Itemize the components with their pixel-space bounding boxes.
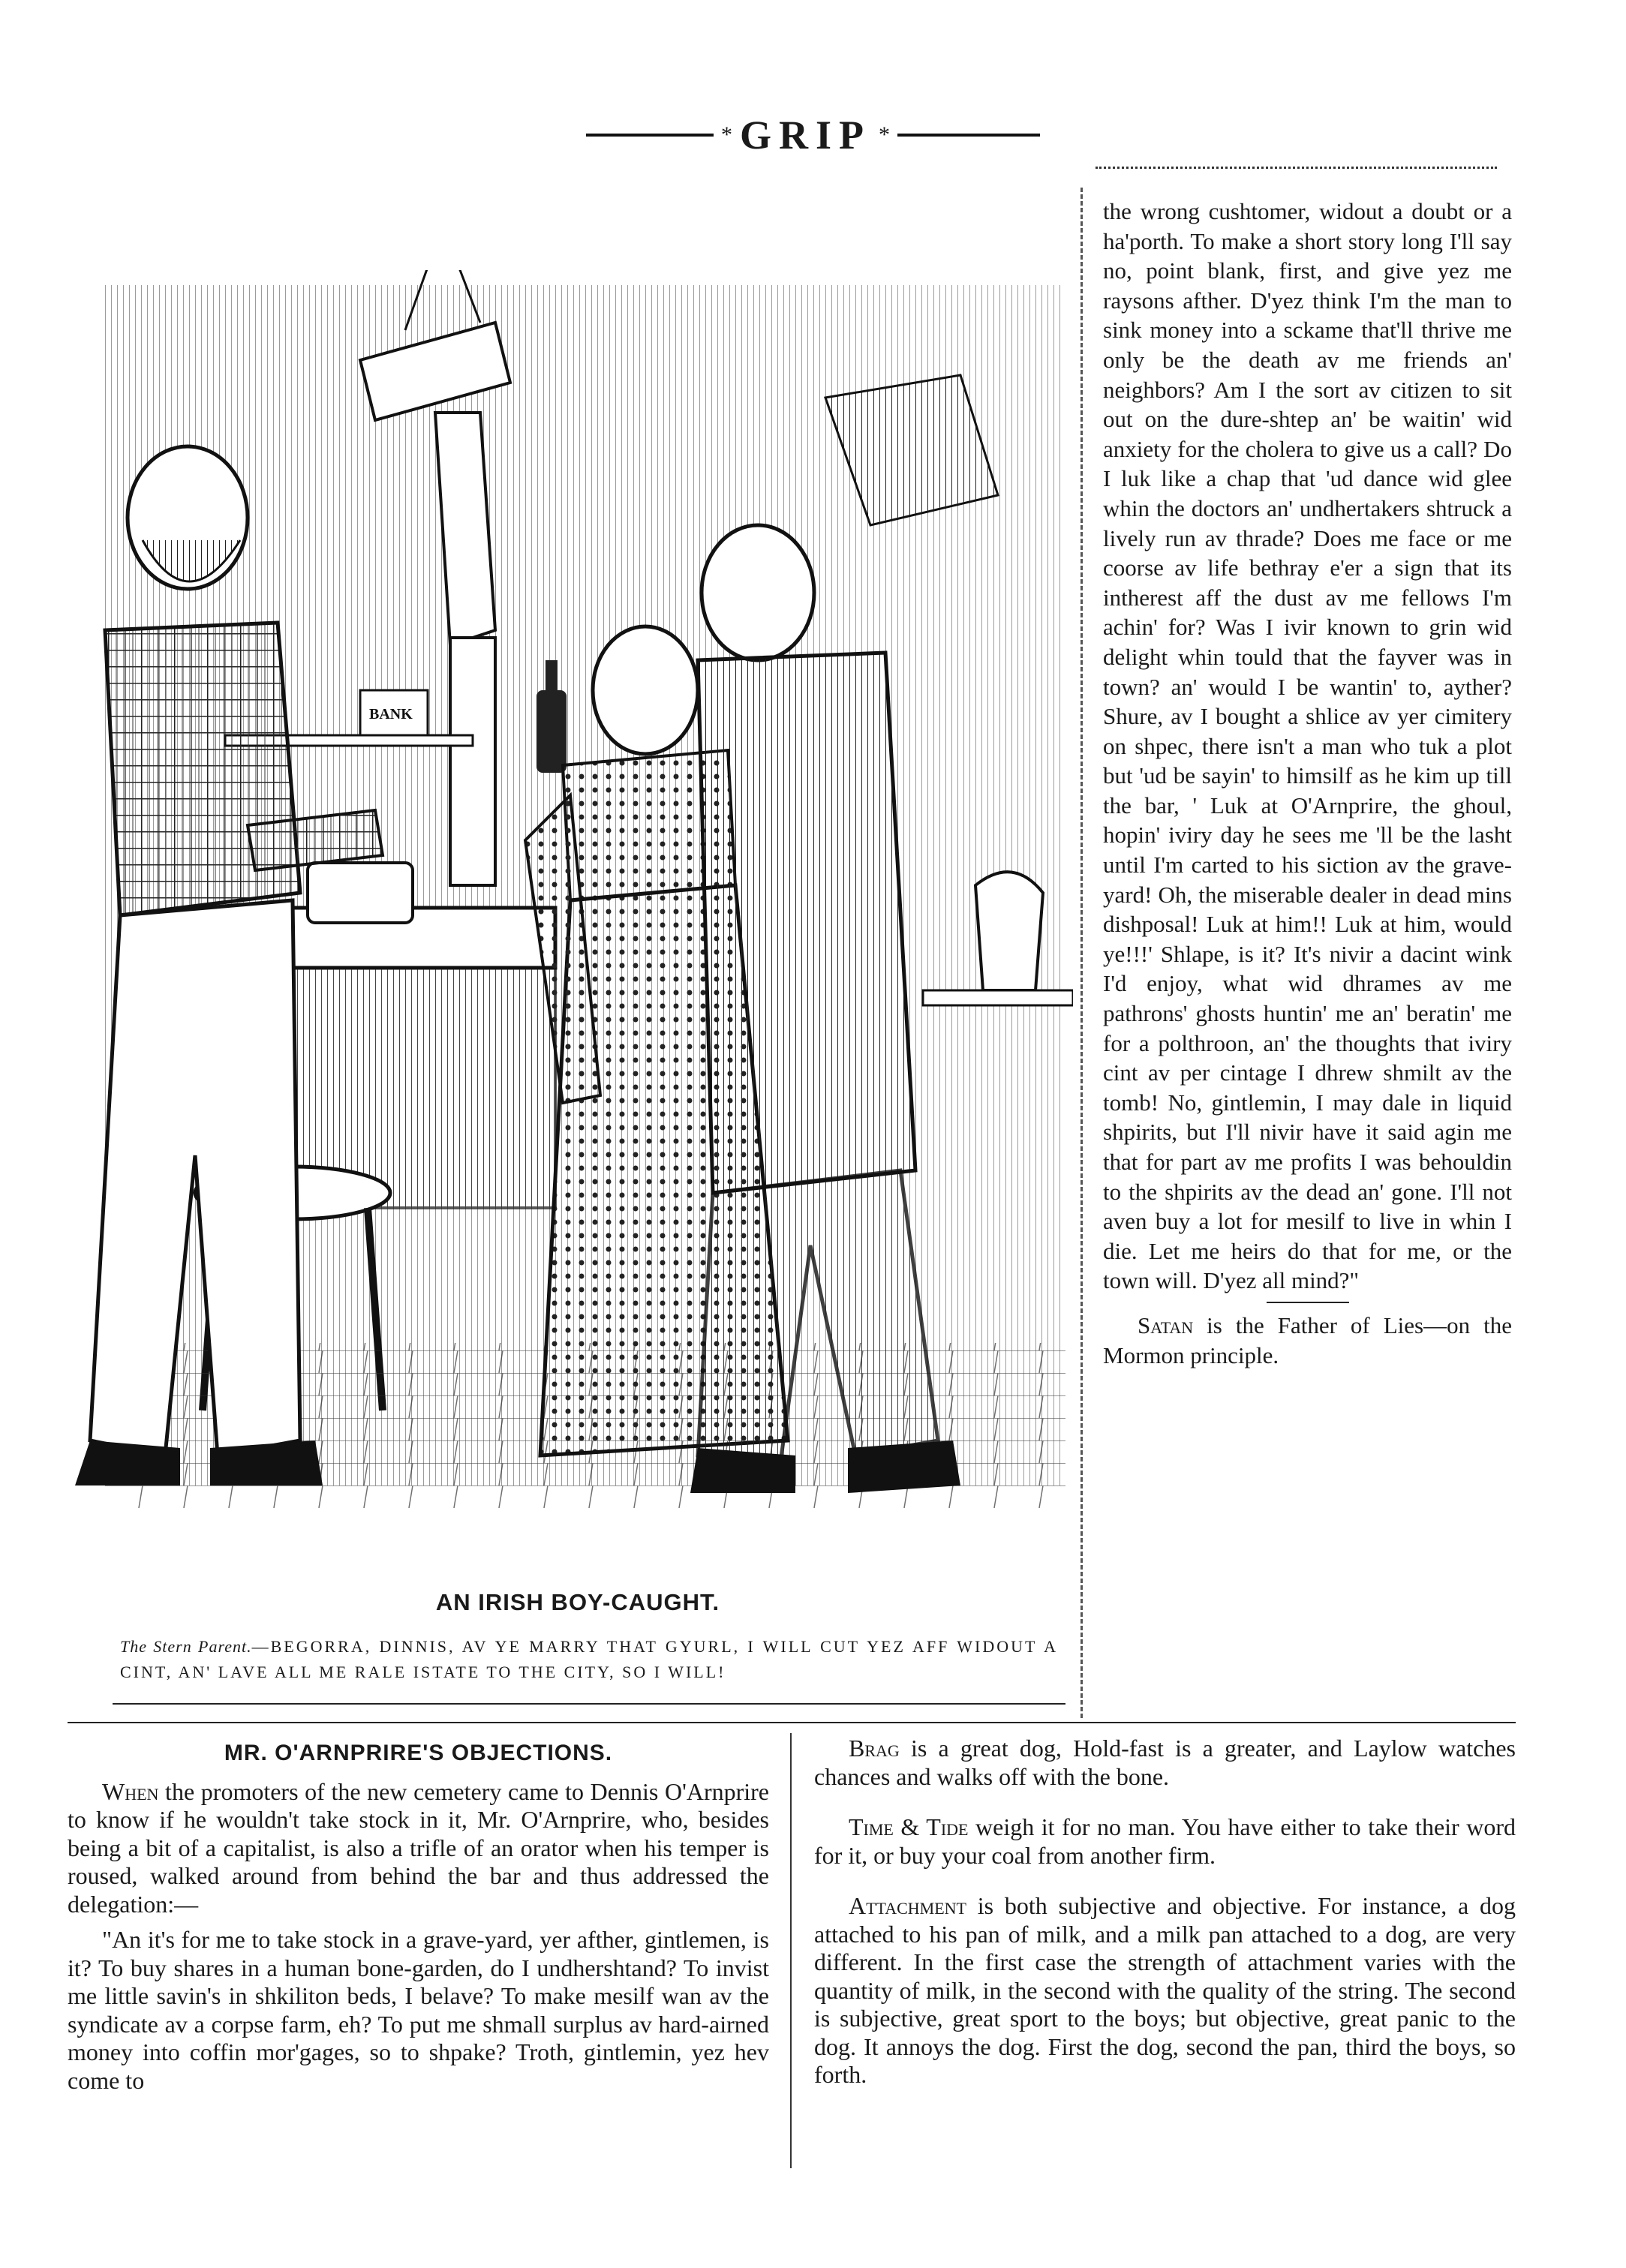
caption-rule — [113, 1703, 1065, 1705]
brag-lead: Brag — [849, 1735, 900, 1762]
article-paragraph-2: "An it's for me to take stock in a grave-yard, yer afther, gintlemen, is it? To buy shares in a human bone-garden, do I undhershtand? To invist me little savin's in shkiliton beds, I belave? To make mesilf wan av the syndicate av a corpse farm, eh? To put me shmall surplus av hard-airned money into coffin mor'gages, so to shpake? Troth, gintlemin, yez hev come to — [68, 1926, 769, 2094]
article-title: MR. O'ARNPRIRE'S OBJECTIONS. — [224, 1741, 613, 1765]
objections-article — [68, 1739, 769, 2102]
dotted-rule — [1096, 167, 1497, 169]
bottom-section-rule — [68, 1722, 1516, 1723]
shelf-sign: BANK — [369, 706, 413, 722]
masthead-rule-right — [897, 134, 1040, 137]
caption-speaker: The Stern Parent. — [120, 1637, 252, 1656]
article-lead: When — [102, 1777, 159, 1805]
star-ornament-right: * — [879, 122, 890, 147]
star-ornament-left: * — [721, 122, 732, 147]
masthead-rule-left — [586, 134, 714, 137]
cartoon-illustration — [75, 270, 1073, 1546]
caption-dash: — — [251, 1637, 271, 1656]
article-p1-rest: the promoters of the new cemetery came to Dennis O'Arnprire to know if he wouldn't take stock in it, Mr. O'Arnprire, who, besides being a bit of a capitalist, is also a trifle of an orator when his temper is roused, walked around from behind the bar and thus addressed the delegation:— — [68, 1777, 769, 1918]
article-paragraph-1 — [68, 1778, 769, 1919]
satan-paragraph — [1103, 1311, 1512, 1370]
time-tide-paragraph — [814, 1813, 1516, 1870]
cartoon-caption — [120, 1634, 1058, 1685]
column-divider — [1080, 188, 1083, 1718]
caption-quote: BEGORRA, DINNIS, AV YE MARRY THAT GYURL, I WILL CUT YEZ AFF WIDOUT A CINT, AN' LAVE ALL ME RALE ISTATE TO THE CITY, SO I WILL! — [120, 1637, 1058, 1681]
section-separator — [1267, 1302, 1349, 1303]
right-column — [1103, 197, 1512, 1370]
attach-lead: Attachment — [849, 1892, 966, 1919]
cartoon-title: AN IRISH BOY-CAUGHT. — [435, 1589, 720, 1615]
bottom-column-divider — [790, 1733, 792, 2168]
brag-rest: is a great dog, Hold-fast is a greater, and Laylow watches chances and walks off with the bone. — [814, 1735, 1516, 1790]
masthead — [0, 105, 1626, 165]
monologue-continuation: the wrong cushtomer, widout a doubt or a ha'porth. To make a short story long I'll say no, point blank, first, and give yez me raysons afther. D'yez think I'm the man to sink money into a sckame that'll thrive me only be the death av me friends an' neighbors? Am I the sort av citizen to sit out on the dure-shtep an' be waitin' wid anxiety for the cholera to give us a call? Do I luk like a chap that 'ud dance wid glee whin the doctors an' undhertakers shtruck a lively run av thrade? Does me face or me coorse av life bethray e'er a sign that its intherest aff the dust av me fellows I'm achin' for? Was I ivir known to grin wid delight whin tould that the fayver was in town? an' would I be wantin' to, ayther? Shure, av I bought a shlice av yer cimitery on shpec, there isn't a man who tuk a plot but 'ud be sayin' to himsilf as he kim up till the bar, ' Luk at O'Arnprire, the ghoul, hopin' iviry day he sees me 'll be the lasht until I'm carted to his siction av the grave-yard! Oh, the miserable dealer in dead mins dishposal! Luk at him!! Luk at him, would ye!!!' Shlape, is it? It's nivir a dacint wink I'd enjoy, what wid dhrames av me pathrons' ghosts huntin' me an' beratin' me for a polthroon, an' the thoughts that iviry cint av per cintage I dhrew shmilt av the tomb! No, gintlemin, I may dale in liquid shpirits, but I'll nivir have it said agin me that for part av me profits I was behouldin to the shpirits av the dead an' gone. I'll not aven buy a lot for mesilf to live in whin I die. Let me heirs do that for me, or the town will. D'yez all mind?" — [1103, 198, 1512, 1294]
time-lead: Time & Tide — [849, 1813, 969, 1840]
publication-title: GRIP — [740, 113, 871, 158]
satan-lead: Satan — [1138, 1311, 1194, 1338]
attach-rest: is both subjective and objective. For instance, a dog attached to his pan of milk, and a milk pan attached to a dog, are very different. In the first case the strength of attachment varies with the quantity of milk, in the second with the quality of the string. The second is subjective, great sport to the boys; but objective, great panic to the dog. It annoys the dog. First the dog, second the pan, third the boys, so forth. — [814, 1892, 1516, 2088]
brag-paragraph — [814, 1735, 1516, 1791]
cartoon-drawing — [75, 270, 1073, 1546]
attachment-paragraph — [814, 1892, 1516, 2089]
satan-rest: is the Father of Lies—on the Mormon principle. — [1103, 1311, 1512, 1368]
time-rest: weigh it for no man. You have either to take their word for it, or buy your coal from another firm. — [814, 1813, 1516, 1869]
filler-paragraphs — [814, 1735, 1516, 2112]
